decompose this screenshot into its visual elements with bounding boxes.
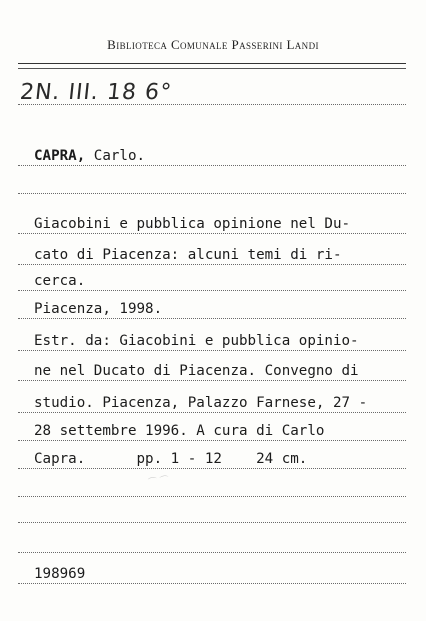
ruled-line (18, 350, 406, 351)
faint-pencil-mark: ⌒ ⌒ (147, 475, 170, 489)
author-given-name: Carlo. (93, 148, 146, 164)
ruled-line (18, 104, 406, 105)
title-line-3: cerca. (34, 273, 86, 289)
accession-number: 198969 (34, 566, 86, 582)
author-surname: CAPRA, (34, 148, 86, 164)
note-line-3: studio. Piacenza, Palazzo Farnese, 27 - (34, 395, 368, 411)
author-heading (34, 148, 145, 164)
ruled-line (18, 440, 406, 441)
ruled-line (18, 522, 406, 523)
title-line-2: cato di Piacenza: alcuni temi di ri- (34, 247, 342, 263)
ruled-line (18, 380, 406, 381)
handwritten-shelfmark: 2N. III. 18 6° (18, 80, 174, 105)
note-line-1: Estr. da: Giacobini e pubblica opinio- (34, 333, 359, 349)
ruled-line (18, 468, 406, 469)
library-header: Biblioteca Comunale Passerini Landi (107, 37, 319, 52)
imprint-line: Piacenza, 1998. (34, 301, 163, 317)
ruled-line (18, 496, 406, 497)
ruled-line (18, 193, 406, 194)
note-line-2: ne nel Ducato di Piacenza. Convegno di (34, 363, 359, 379)
ruled-line (18, 165, 406, 166)
note-line-4: 28 settembre 1996. A cura di Carlo (34, 423, 325, 439)
ruled-line (18, 290, 406, 291)
ruled-line (18, 552, 406, 553)
header-rule-bottom (18, 68, 406, 69)
ruled-line (18, 318, 406, 319)
ruled-line (18, 412, 406, 413)
ruled-line (18, 264, 406, 265)
ruled-line (18, 233, 406, 234)
header-rule-top (18, 63, 406, 64)
collation-line: Capra. pp. 1 - 12 24 cm. (34, 451, 308, 467)
ruled-line (18, 583, 406, 584)
title-line-1: Giacobini e pubblica opinione nel Du- (34, 216, 351, 232)
